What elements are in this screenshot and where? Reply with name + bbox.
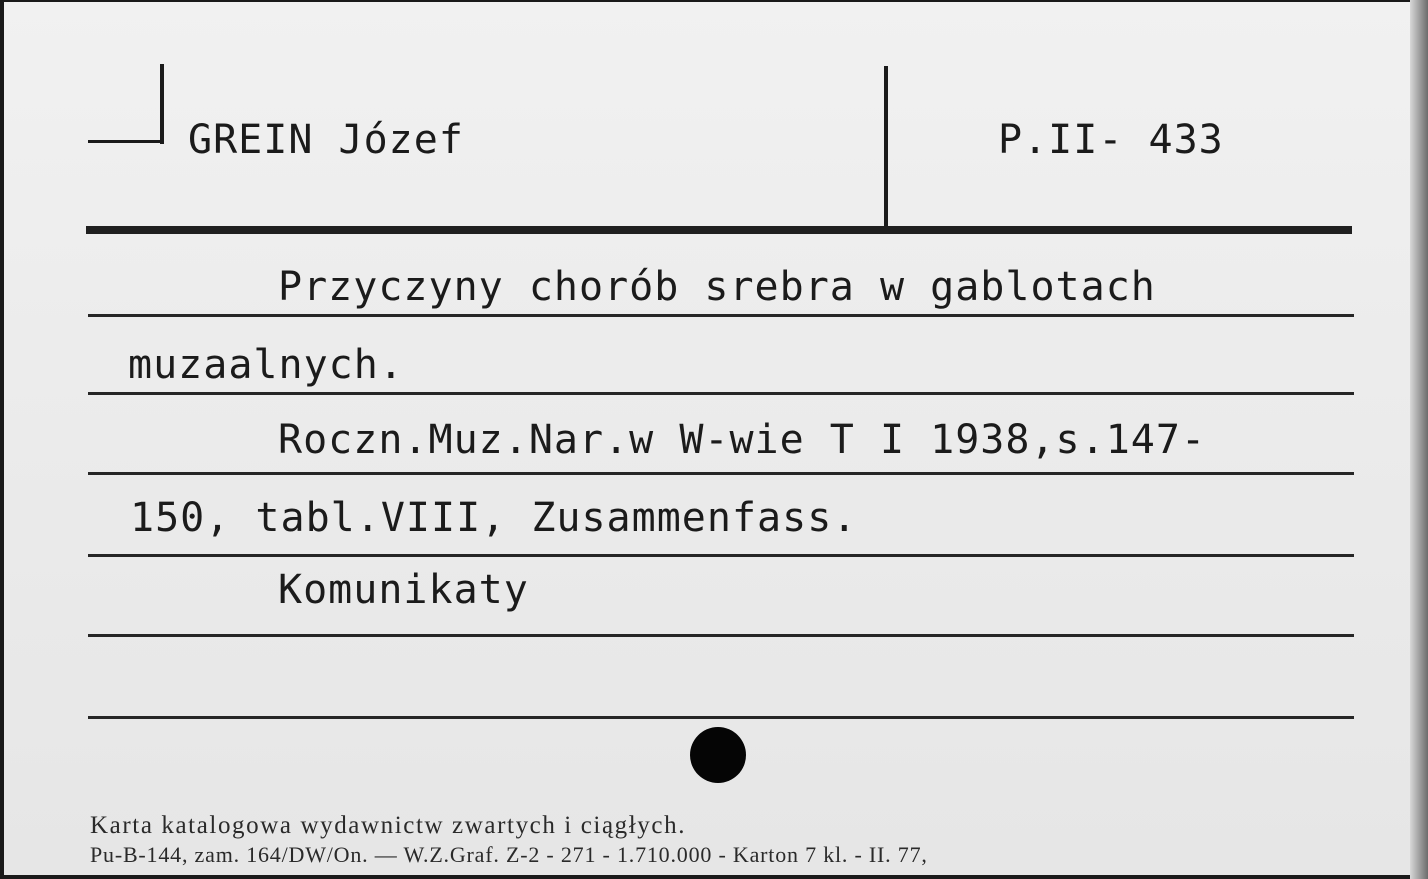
ruled-line	[88, 634, 1354, 637]
corner-mark-horizontal	[88, 140, 164, 143]
ruled-line	[88, 716, 1354, 719]
source-line-1: Roczn.Muz.Nar.w W-wie T I 1938,s.147-	[278, 417, 1207, 463]
punch-hole	[690, 727, 746, 783]
title-line-2: muzaalnych.	[128, 342, 404, 388]
catalog-card	[4, 2, 1412, 875]
ruled-line	[88, 314, 1354, 317]
footer-caption: Karta katalogowa wydawnictw zwartych i ciągłych.	[90, 812, 687, 839]
ruled-line	[88, 392, 1354, 395]
header-divider	[884, 66, 888, 228]
header-rule	[86, 226, 1352, 234]
source-line-2: 150, tabl.VIII, Zusammenfass.	[130, 495, 858, 541]
series-label: Komunikaty	[278, 567, 529, 613]
ruled-line	[88, 554, 1354, 557]
author-name: GREIN Józef	[188, 117, 464, 163]
title-line-1: Przyczyny chorób srebra w gablotach	[278, 264, 1156, 310]
call-number: P.II- 433	[998, 117, 1224, 163]
footer-print-info: Pu-B-144, zam. 164/DW/On. — W.Z.Graf. Z-2 - 271 - 1.710.000 - Karton 7 kl. - II. 77,	[90, 842, 928, 867]
scan-edge	[1410, 0, 1428, 879]
ruled-line	[88, 472, 1354, 475]
corner-mark-vertical	[160, 64, 164, 144]
